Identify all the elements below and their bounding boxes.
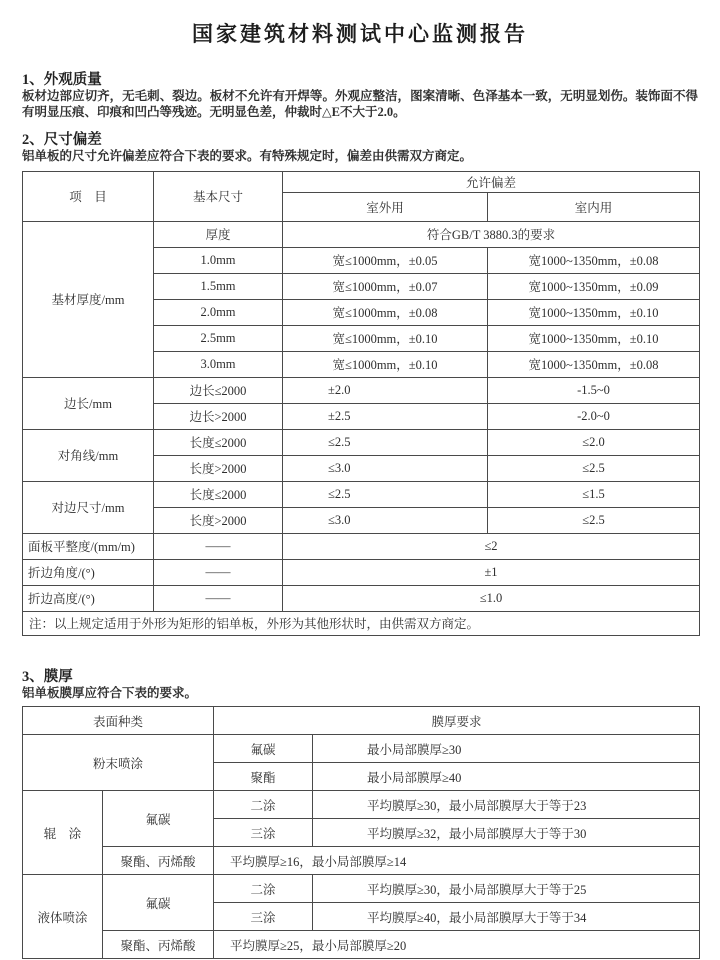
cell-merged-value: ≤1.0: [283, 585, 700, 611]
table-row: [23, 931, 700, 959]
cell-basic-size: 2.5mm: [154, 325, 283, 351]
cell-outdoor-value: ±2.0: [283, 377, 488, 403]
cell-requirement: 最小局部膜厚≥40: [313, 763, 700, 791]
cell-basic-size: 2.0mm: [154, 299, 283, 325]
header-film-requirement: 膜厚要求: [214, 707, 700, 735]
section-heading-dimensions: 2、尺寸偏差: [22, 132, 102, 148]
cell-coats: 三涂: [214, 903, 313, 931]
section-body-appearance: 板材边部应切齐，无毛刺、裂边。板材不允许有开焊等。外观应整洁，图案清晰、色泽基本一致，无明显划伤。装饰面不得有明显压痕、印痕和凹凸等残迹。无明显色差，仲裁时△E不大于2.0。: [22, 89, 698, 119]
document-title: 国家建筑材料测试中心监测报告: [192, 22, 528, 46]
cell-coating-type: 聚酯、丙烯酸: [103, 847, 214, 875]
cell-basic-size: 1.5mm: [154, 273, 283, 299]
cell-indoor-value: -1.5~0: [488, 377, 700, 403]
cell-indoor-value: 宽1000~1350mm，±0.09: [488, 273, 700, 299]
cell-indoor-value: -2.0~0: [488, 403, 700, 429]
table-row: [23, 429, 700, 455]
cell-basic-size: 厚度: [154, 221, 283, 247]
cell-roller-coating-label: 辊 涂: [23, 791, 103, 875]
cell-requirement: 最小局部膜厚≥30: [313, 735, 700, 763]
cell-coating-type: 氟碳: [103, 791, 214, 847]
table-row: [23, 585, 700, 611]
dimension-deviation-table: [22, 171, 700, 636]
table-row: [23, 791, 700, 819]
cell-outdoor-value: ≤2.5: [283, 481, 488, 507]
table-row: [23, 559, 700, 585]
cell-side-length-label: 边长/mm: [23, 377, 154, 429]
section-body-dimensions: 铝单板的尺寸允许偏差应符合下表的要求。有特殊规定时，偏差由供需双方商定。: [22, 149, 473, 163]
cell-indoor-value: ≤2.0: [488, 429, 700, 455]
table-row: [23, 875, 700, 903]
table-row: [23, 533, 700, 559]
table-note-row: [23, 611, 700, 635]
table-row: [23, 481, 700, 507]
header-allowed-deviation: 允许偏差: [283, 171, 700, 192]
section-heading-film: 3、膜厚: [22, 668, 73, 685]
cell-coating-type: 聚酯: [214, 763, 313, 791]
cell-indoor-value: 宽1000~1350mm，±0.10: [488, 299, 700, 325]
cell-requirement: 平均膜厚≥40，最小局部膜厚大于等于34: [313, 903, 700, 931]
cell-basic-size: ——: [154, 533, 283, 559]
table-row: [23, 377, 700, 403]
cell-basic-size: 边长>2000: [154, 403, 283, 429]
cell-diagonal-label: 对角线/mm: [23, 429, 154, 481]
header-basic-size: 基本尺寸: [154, 171, 283, 221]
cell-merged-value: ≤2: [283, 533, 700, 559]
cell-requirement: 平均膜厚≥32，最小局部膜厚大于等于30: [313, 819, 700, 847]
cell-indoor-value: ≤1.5: [488, 481, 700, 507]
table-row: [23, 847, 700, 875]
cell-opposite-sides-label: 对边尺寸/mm: [23, 481, 154, 533]
header-indoor: 室内用: [488, 192, 700, 221]
cell-indoor-value: ≤2.5: [488, 455, 700, 481]
cell-requirement: 平均膜厚≥30，最小局部膜厚大于等于25: [313, 875, 700, 903]
cell-outdoor-value: 宽≤1000mm，±0.10: [283, 325, 488, 351]
cell-coating-type: 氟碳: [103, 875, 214, 931]
section-heading-appearance: 1、外观质量: [22, 72, 102, 88]
cell-basic-size: ——: [154, 585, 283, 611]
cell-fold-height-label: 折边高度/(°): [23, 585, 154, 611]
cell-indoor-value: 宽1000~1350mm，±0.08: [488, 351, 700, 377]
cell-outdoor-value: ≤2.5: [283, 429, 488, 455]
cell-merged-value: ±1: [283, 559, 700, 585]
header-outdoor: 室外用: [283, 192, 488, 221]
cell-basic-size: 边长≤2000: [154, 377, 283, 403]
cell-coats: 三涂: [214, 819, 313, 847]
cell-outdoor-value: ≤3.0: [283, 455, 488, 481]
cell-requirement: 平均膜厚≥30，最小局部膜厚大于等于23: [313, 791, 700, 819]
cell-basic-size: ——: [154, 559, 283, 585]
cell-outdoor-value: 宽≤1000mm，±0.08: [283, 299, 488, 325]
cell-basic-size: 1.0mm: [154, 247, 283, 273]
cell-requirement: 平均膜厚≥25，最小局部膜厚≥20: [214, 931, 700, 959]
table-header-row: [23, 171, 700, 192]
cell-indoor-value: 宽1000~1350mm，±0.10: [488, 325, 700, 351]
cell-flatness-label: 面板平整度/(mm/m): [23, 533, 154, 559]
table-header-row: [23, 707, 700, 735]
cell-coating-type: 聚酯、丙烯酸: [103, 931, 214, 959]
cell-outdoor-value: 宽≤1000mm，±0.07: [283, 273, 488, 299]
table-note: 注：以上规定适用于外形为矩形的铝单板，外形为其他形状时，由供需双方商定。: [23, 611, 700, 635]
cell-liquid-coating-label: 液体喷涂: [23, 875, 103, 959]
cell-outdoor-value: 宽≤1000mm，±0.05: [283, 247, 488, 273]
cell-basic-size: 3.0mm: [154, 351, 283, 377]
table-row: [23, 735, 700, 763]
cell-requirement: 平均膜厚≥16，最小局部膜厚≥14: [214, 847, 700, 875]
film-thickness-table: [22, 706, 700, 959]
cell-fold-angle-label: 折边角度/(°): [23, 559, 154, 585]
cell-coats: 二涂: [214, 875, 313, 903]
cell-indoor-value: 宽1000~1350mm，±0.08: [488, 247, 700, 273]
cell-outdoor-value: ≤3.0: [283, 507, 488, 533]
cell-coats: 二涂: [214, 791, 313, 819]
section-body-film: 铝单板膜厚应符合下表的要求。: [22, 685, 198, 700]
cell-powder-coating-label: 粉末喷涂: [23, 735, 214, 791]
cell-basic-size: 长度>2000: [154, 455, 283, 481]
cell-thickness-standard: 符合GB/T 3880.3的要求: [283, 221, 700, 247]
table-row: [23, 221, 700, 247]
cell-outdoor-value: 宽≤1000mm，±0.10: [283, 351, 488, 377]
cell-basic-size: 长度>2000: [154, 507, 283, 533]
header-surface-type: 表面种类: [23, 707, 214, 735]
cell-outdoor-value: ±2.5: [283, 403, 488, 429]
header-item: 项 目: [23, 171, 154, 221]
cell-indoor-value: ≤2.5: [488, 507, 700, 533]
cell-coating-type: 氟碳: [214, 735, 313, 763]
cell-substrate-label: 基材厚度/mm: [23, 221, 154, 377]
cell-basic-size: 长度≤2000: [154, 481, 283, 507]
cell-basic-size: 长度≤2000: [154, 429, 283, 455]
